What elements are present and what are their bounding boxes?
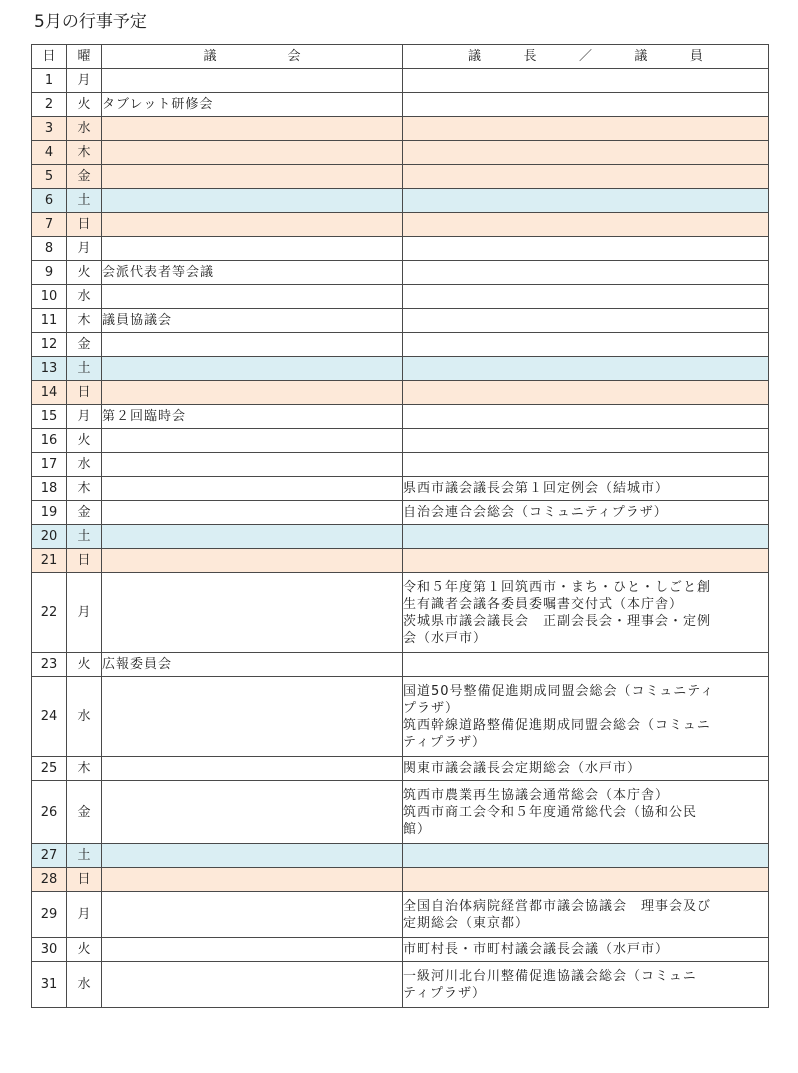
weekday-cell: 土 (67, 357, 102, 381)
day-cell: 29 (32, 892, 67, 938)
header-row (32, 45, 769, 69)
chair-event-cell (403, 501, 769, 525)
chair-event-cell (403, 189, 769, 213)
day-cell: 1 (32, 69, 67, 93)
chair-event-cell (403, 938, 769, 962)
chair-event-cell (403, 261, 769, 285)
chair-event-cell (403, 477, 769, 501)
council-event-cell (102, 285, 403, 309)
day-cell: 23 (32, 653, 67, 677)
chair-event-cell (403, 781, 769, 844)
chair-event-cell (403, 653, 769, 677)
weekday-cell: 日 (67, 868, 102, 892)
chair-event-line: 令和５年度第１回筑西市・まち・ひと・しごと創 (403, 579, 712, 595)
header-weekday: 曜 (67, 45, 102, 69)
schedule-body (32, 69, 769, 1008)
day-cell: 20 (32, 525, 67, 549)
chair-event-line: 関東市議会議長会定期総会（水戸市） (403, 761, 642, 776)
day-cell: 15 (32, 405, 67, 429)
chair-event-line: 筑西市農業再生協議会通常総会（本庁舎） (403, 787, 670, 803)
day-cell: 16 (32, 429, 67, 453)
header-chair-char: ／ (578, 49, 592, 64)
chair-event-line: ティプラザ） (403, 734, 486, 750)
header-council-char: 議 (203, 49, 217, 64)
weekday-cell: 金 (67, 165, 102, 189)
chair-event-line: 会（水戸市） (403, 630, 488, 646)
weekday-cell: 火 (67, 938, 102, 962)
day-cell: 28 (32, 868, 67, 892)
day-cell: 10 (32, 285, 67, 309)
schedule-row (32, 549, 769, 573)
weekday-cell: 月 (67, 69, 102, 93)
council-event-cell: 会派代表者等会議 (102, 261, 403, 285)
weekday-cell: 月 (67, 892, 102, 938)
day-cell: 7 (32, 213, 67, 237)
day-cell: 5 (32, 165, 67, 189)
day-cell: 18 (32, 477, 67, 501)
header-chair-char: 議 (468, 49, 482, 64)
schedule-row (32, 501, 769, 525)
council-event-cell: タブレット研修会 (102, 93, 403, 117)
schedule-row (32, 285, 769, 309)
council-event-cell (102, 757, 403, 781)
day-cell: 9 (32, 261, 67, 285)
chair-event-cell (403, 549, 769, 573)
council-event-cell (102, 453, 403, 477)
schedule-row (32, 237, 769, 261)
council-event-cell (102, 549, 403, 573)
day-cell: 11 (32, 309, 67, 333)
chair-event-line: 生有識者会議各委員委嘱書交付式（本庁舎） (403, 596, 684, 612)
schedule-row (32, 868, 769, 892)
council-event-cell (102, 677, 403, 757)
schedule-row (32, 117, 769, 141)
weekday-cell: 金 (67, 781, 102, 844)
day-cell: 3 (32, 117, 67, 141)
chair-event-line: 市町村長・市町村議会議長会議（水戸市） (403, 942, 670, 957)
chair-event-cell (403, 333, 769, 357)
chair-event-cell (403, 453, 769, 477)
weekday-cell: 木 (67, 309, 102, 333)
day-cell: 12 (32, 333, 67, 357)
chair-event-line: 筑西幹線道路整備促進期成同盟会総会（コミュニ (403, 717, 711, 733)
chair-event-cell (403, 677, 769, 757)
chair-event-cell (403, 844, 769, 868)
chair-event-cell (403, 357, 769, 381)
chair-event-cell (403, 381, 769, 405)
weekday-cell: 火 (67, 429, 102, 453)
council-event-cell (102, 892, 403, 938)
chair-event-cell (403, 69, 769, 93)
day-cell: 4 (32, 141, 67, 165)
chair-event-line: プラザ） (403, 700, 460, 716)
council-event-cell (102, 501, 403, 525)
council-event-cell (102, 938, 403, 962)
chair-event-cell (403, 309, 769, 333)
weekday-cell: 木 (67, 757, 102, 781)
day-cell: 19 (32, 501, 67, 525)
chair-event-cell (403, 141, 769, 165)
schedule-row (32, 677, 769, 757)
council-event-cell (102, 962, 403, 1008)
header-council (102, 45, 403, 69)
council-event-cell (102, 429, 403, 453)
schedule-row (32, 93, 769, 117)
chair-event-cell (403, 868, 769, 892)
council-event-cell (102, 69, 403, 93)
page-title: 5月の行事予定 (34, 12, 147, 32)
council-event-cell (102, 868, 403, 892)
weekday-cell: 月 (67, 405, 102, 429)
council-event-cell (102, 844, 403, 868)
chair-event-cell (403, 213, 769, 237)
council-event-cell (102, 573, 403, 653)
day-cell: 17 (32, 453, 67, 477)
council-event-cell (102, 525, 403, 549)
council-event-cell (102, 237, 403, 261)
day-cell: 14 (32, 381, 67, 405)
council-event-cell (102, 333, 403, 357)
schedule-row (32, 962, 769, 1008)
weekday-cell: 月 (67, 237, 102, 261)
header-chair (403, 45, 769, 69)
weekday-cell: 月 (67, 573, 102, 653)
schedule-row (32, 405, 769, 429)
schedule-row (32, 453, 769, 477)
schedule-row (32, 892, 769, 938)
weekday-cell: 土 (67, 844, 102, 868)
schedule-row (32, 189, 769, 213)
weekday-cell: 水 (67, 117, 102, 141)
header-chair-char: 長 (523, 49, 537, 64)
weekday-cell: 木 (67, 141, 102, 165)
chair-event-line: 館） (403, 821, 432, 837)
day-cell: 13 (32, 357, 67, 381)
chair-event-cell (403, 405, 769, 429)
header-day: 日 (32, 45, 67, 69)
schedule-row (32, 781, 769, 844)
chair-event-cell (403, 117, 769, 141)
chair-event-line: 全国自治体病院経営都市議会協議会 理事会及び (403, 898, 712, 914)
council-event-cell: 広報委員会 (102, 653, 403, 677)
weekday-cell: 水 (67, 453, 102, 477)
council-event-cell (102, 781, 403, 844)
weekday-cell: 木 (67, 477, 102, 501)
schedule-table (31, 44, 769, 1008)
council-event-cell (102, 165, 403, 189)
schedule-row (32, 938, 769, 962)
weekday-cell: 水 (67, 962, 102, 1008)
council-event-cell (102, 189, 403, 213)
schedule-row (32, 477, 769, 501)
weekday-cell: 日 (67, 213, 102, 237)
day-cell: 26 (32, 781, 67, 844)
chair-event-cell (403, 962, 769, 1008)
schedule-row (32, 141, 769, 165)
day-cell: 30 (32, 938, 67, 962)
schedule-row (32, 573, 769, 653)
chair-event-line: ティプラザ） (403, 985, 486, 1001)
day-cell: 8 (32, 237, 67, 261)
schedule-row (32, 381, 769, 405)
schedule-row (32, 333, 769, 357)
chair-event-cell (403, 525, 769, 549)
weekday-cell: 火 (67, 653, 102, 677)
council-event-cell (102, 117, 403, 141)
chair-event-line: 定期総会（東京都） (403, 915, 530, 931)
header-chair-char: 議 (634, 49, 648, 64)
chair-event-cell (403, 892, 769, 938)
schedule-row (32, 261, 769, 285)
weekday-cell: 水 (67, 285, 102, 309)
chair-event-cell (403, 93, 769, 117)
weekday-cell: 火 (67, 93, 102, 117)
chair-event-line: 一級河川北台川整備促進協議会総会（コミュニ (403, 968, 697, 984)
schedule-row (32, 309, 769, 333)
council-event-cell (102, 477, 403, 501)
council-event-cell (102, 357, 403, 381)
day-cell: 31 (32, 962, 67, 1008)
chair-event-cell (403, 757, 769, 781)
header-council-char: 会 (287, 49, 301, 64)
weekday-cell: 金 (67, 333, 102, 357)
schedule-row (32, 69, 769, 93)
day-cell: 27 (32, 844, 67, 868)
chair-event-cell (403, 237, 769, 261)
day-cell: 6 (32, 189, 67, 213)
weekday-cell: 水 (67, 677, 102, 757)
day-cell: 22 (32, 573, 67, 653)
schedule-row (32, 165, 769, 189)
day-cell: 21 (32, 549, 67, 573)
weekday-cell: 日 (67, 381, 102, 405)
chair-event-line: 自治会連合会総会（コミュニティプラザ） (403, 505, 668, 520)
chair-event-cell (403, 573, 769, 653)
schedule-row (32, 757, 769, 781)
chair-event-line: 県西市議会議長会第１回定例会（結城市） (403, 481, 670, 496)
chair-event-cell (403, 285, 769, 309)
chair-event-line: 茨城県市議会議長会 正副会長会・理事会・定例 (403, 613, 712, 629)
council-event-cell (102, 381, 403, 405)
council-event-cell (102, 141, 403, 165)
schedule-row (32, 653, 769, 677)
day-cell: 24 (32, 677, 67, 757)
schedule-row (32, 357, 769, 381)
day-cell: 2 (32, 93, 67, 117)
schedule-row (32, 213, 769, 237)
weekday-cell: 土 (67, 525, 102, 549)
weekday-cell: 土 (67, 189, 102, 213)
chair-event-line: 国道50号整備促進期成同盟会総会（コミュニティ (403, 683, 715, 699)
header-chair-char: 員 (689, 49, 703, 64)
schedule-row (32, 525, 769, 549)
schedule-row (32, 844, 769, 868)
chair-event-cell (403, 429, 769, 453)
weekday-cell: 金 (67, 501, 102, 525)
council-event-cell (102, 213, 403, 237)
day-cell: 25 (32, 757, 67, 781)
council-event-cell: 第２回臨時会 (102, 405, 403, 429)
chair-event-cell (403, 165, 769, 189)
chair-event-line: 筑西市商工会令和５年度通常総代会（協和公民 (403, 804, 698, 820)
schedule-row (32, 429, 769, 453)
weekday-cell: 日 (67, 549, 102, 573)
weekday-cell: 火 (67, 261, 102, 285)
council-event-cell: 議員協議会 (102, 309, 403, 333)
